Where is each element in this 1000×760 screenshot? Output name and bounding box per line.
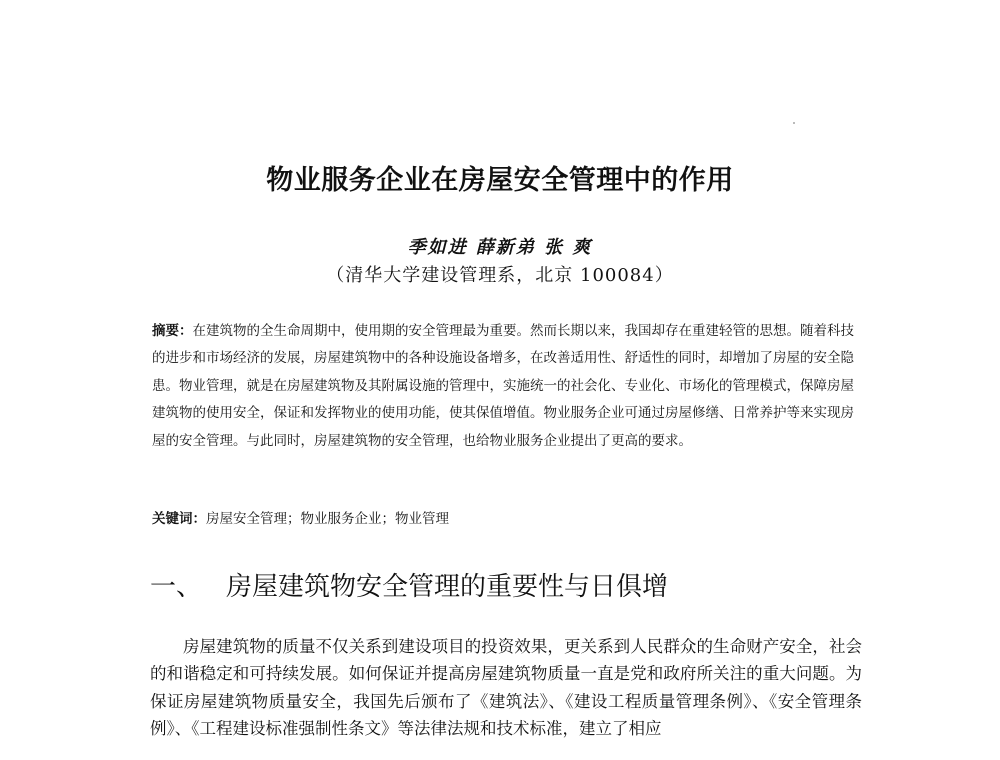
section-number: 一、 (150, 572, 203, 602)
keywords-block (152, 508, 854, 530)
abstract-text: 在建筑物的全生命周期中，使用期的安全管理最为重要。然而长期以来，我国却存在重建轻管的思想。随着科技的进步和市场经济的发展，房屋建筑物中的各种设施设备增多，在改善适用性、舒适性的同时，却增加了房屋的安全隐患。物业管理，就是在房屋建筑物及其附属设施的管理中，实施统一的社会化、专业化、市场化的管理模式，保障房屋建筑物的使用安全，保证和发挥物业的使用功能，使其保值增值。物业服务企业可通过房屋修缮、日常养护等来实现房屋的安全管理。与此同时，房屋建筑物的安全管理，也给物业服务企业提出了更高的要求。 (152, 323, 854, 449)
keywords-text: 房屋安全管理；物业服务企业；物业管理 (206, 511, 449, 527)
section-title: 房屋建筑物安全管理的重要性与日俱增 (226, 572, 669, 602)
scan-speck (793, 122, 795, 124)
keywords-label: 关键词： (152, 511, 206, 527)
paper-title: 物业服务企业在房屋安全管理中的作用 (266, 165, 734, 196)
paper-affiliation: （清华大学建设管理系，北京 100084） (326, 265, 674, 286)
section-heading (150, 566, 870, 603)
abstract-block (152, 318, 854, 455)
body-paragraph: 房屋建筑物的质量不仅关系到建设项目的投资效果，更关系到人民群众的生命财产安全，社会的和谐稳定和可持续发展。如何保证并提高房屋建筑物质量一直是党和政府所关注的重大问题。为保证房屋建筑物质量安全，我国先后颁布了《建筑法》、《建设工程质量管理条例》、《安全管理条例》、《工程建设标准强制性条文》等法律法规和技术标准，建立了相应 (150, 637, 862, 738)
abstract-label: 摘要： (152, 323, 193, 339)
paper-authors: 季如进 薛新弟 张 爽 (407, 237, 593, 258)
